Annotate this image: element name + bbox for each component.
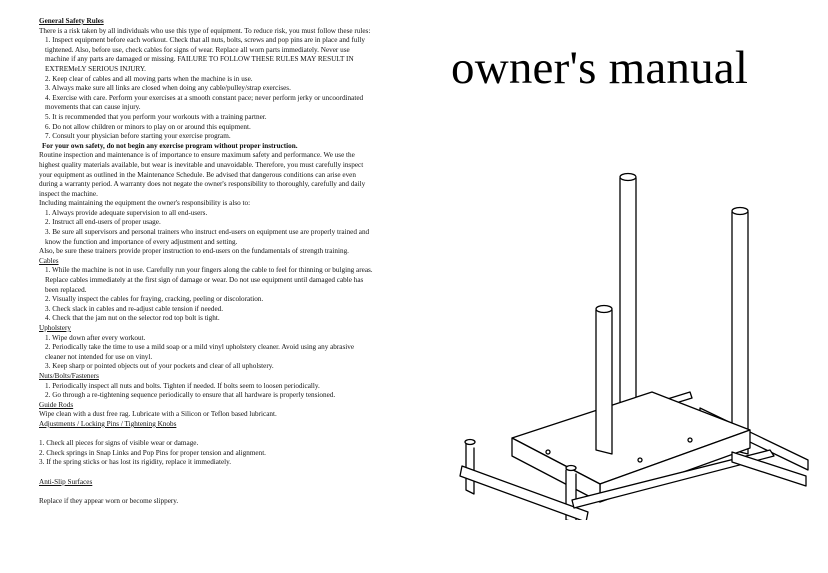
cables-heading: Cables: [39, 256, 59, 265]
safety-warning: For your own safety, do not begin any exercise program without proper instruction.: [42, 141, 298, 150]
maintenance-also: Also, be sure these trainers provide proper instruction to end-users on the fundamentals of strength training.: [39, 247, 349, 256]
cables-item: 4. Check that the jam nut on the selector rod top bolt is tight.: [45, 314, 220, 323]
safety-rule: 5. It is recommended that you perform your workouts with a training partner.: [45, 112, 267, 121]
nuts-heading: Nuts/Bolts/Fasteners: [39, 371, 99, 380]
adjustments-item: 2. Check springs in Snap Links and Pop Pins for proper tension and alignment.: [39, 448, 266, 457]
safety-rule: 2. Keep clear of cables and all moving parts when the machine is in use.: [45, 74, 253, 83]
back-right-post: [732, 212, 748, 454]
adjustments-item: 3. If the spring sticks or has lost its rigidity, replace it immediately.: [39, 458, 232, 467]
front-post-cap: [596, 306, 612, 313]
manual-text-column: [39, 17, 375, 506]
bolt: [638, 458, 642, 462]
safety-rule: 4. Exercise with care. Perform your exercises at a smooth constant pace; never perform jerky or uncoordinated movements that can cause injury.: [45, 93, 364, 112]
page-title: owner's manual: [451, 42, 749, 94]
center-handle-cap: [566, 466, 576, 471]
bolt: [546, 450, 550, 454]
safety-rule: 6. Do not allow children or minors to play on or around this equipment.: [45, 122, 251, 131]
left-handle-cap: [465, 440, 475, 445]
spacer: [39, 430, 375, 440]
upholstery-item: 1. Wipe down after every workout.: [45, 333, 146, 342]
upholstery-item: 2. Periodically take the time to use a mild soap or a mild vinyl upholstery cleaner. Avoid using any abrasive cleaner not intended for use on vinyl.: [45, 343, 355, 361]
safety-rule: 3. Always make sure all links are closed when doing any cable/pulley/strap exercises.: [45, 84, 291, 93]
nuts-item: 2. Go through a re-tightening sequence periodically to ensure that all hardware is properly tensioned.: [45, 391, 336, 400]
cables-item: 2. Visually inspect the cables for fraying, cracking, peeling or discoloration.: [45, 295, 264, 304]
maintenance-item: 2. Instruct all end-users of proper usage.: [45, 218, 161, 227]
upholstery-heading: Upholstery: [39, 324, 71, 332]
adjustments-item: 1. Check all pieces for signs of visible wear or damage.: [39, 439, 199, 448]
nuts-item: 1. Periodically inspect all nuts and bolts. Tighten if needed. If bolts seem to loosen periodically.: [45, 381, 320, 390]
front-post: [596, 310, 612, 454]
spacer: [39, 487, 375, 497]
safety-rule: 7. Consult your physician before starting your exercise program.: [45, 132, 231, 141]
sled-illustration: [455, 160, 815, 520]
back-left-post: [620, 178, 636, 406]
safety-heading: General Safety Rules: [39, 17, 104, 25]
guide-rods-heading: Guide Rods: [39, 400, 74, 409]
safety-rule: 1. Inspect equipment before each workout. Check that all nuts, bolts, screws and pop pins are in place and fully tightened. Also, before use, check cables for signs of wear. Replace all worn parts immediately. Never use machine if any parts are damaged or missing. FAILURE TO FOLLOW THESE RULES MAY RESULT IN EXTREMeLY SERIOUS INJURY.: [45, 36, 365, 73]
anti-slip-heading: Anti-Slip Surfaces: [39, 477, 93, 486]
cables-item: 1. While the machine is not in use. Carefully run your fingers along the cable to feel for thinning or bulging areas. Replace cables immediately at the first sign of damage or wear. Do not use equipment until damaged cable has been replaced.: [45, 266, 373, 294]
maintenance-item: 1. Always provide adequate supervision to all end-users.: [45, 208, 208, 217]
back-right-post-cap: [732, 208, 748, 215]
maintenance-item: 3. Be sure all supervisors and personal trainers who instruct end-users on equipment use are properly trained and know the function and importance of every adjustment and setting.: [45, 228, 370, 246]
maintenance-intro: Routine inspection and maintenance is of importance to ensure maximum safety and performance. We use the highest quality materials available, but wear is inevitable and unavoidable. Therefore, you must carefully inspect your equipment as outlined in the Maintenance Schedule. Be advised that dangerous conditions can arise even during a warranty period. A warranty does not negate the owner's responsibility to thoroughly, carefully and daily inspect the machine.: [39, 151, 366, 198]
anti-slip-text: Replace if they appear worn or become slippery.: [39, 496, 179, 505]
guide-rods-text: Wipe clean with a dust free rag. Lubricate with a Silicon or Teflon based lubricant.: [39, 410, 277, 419]
bolt: [688, 438, 692, 442]
spacer: [39, 468, 375, 478]
adjustments-heading: Adjustments / Locking Pins / Tightening Knobs: [39, 419, 177, 428]
cables-item: 3. Check slack in cables and re-adjust cable tension if needed.: [45, 304, 224, 313]
upholstery-item: 3. Keep sharp or pointed objects out of your pockets and clear of all upholstery.: [45, 362, 274, 371]
safety-intro: There is a risk taken by all individuals who use this type of equipment. To reduce risk, you must follow these rules:: [39, 26, 371, 35]
back-left-post-cap: [620, 174, 636, 181]
maintenance-includes: Including maintaining the equipment the owner's responsibility is also to:: [39, 199, 251, 208]
